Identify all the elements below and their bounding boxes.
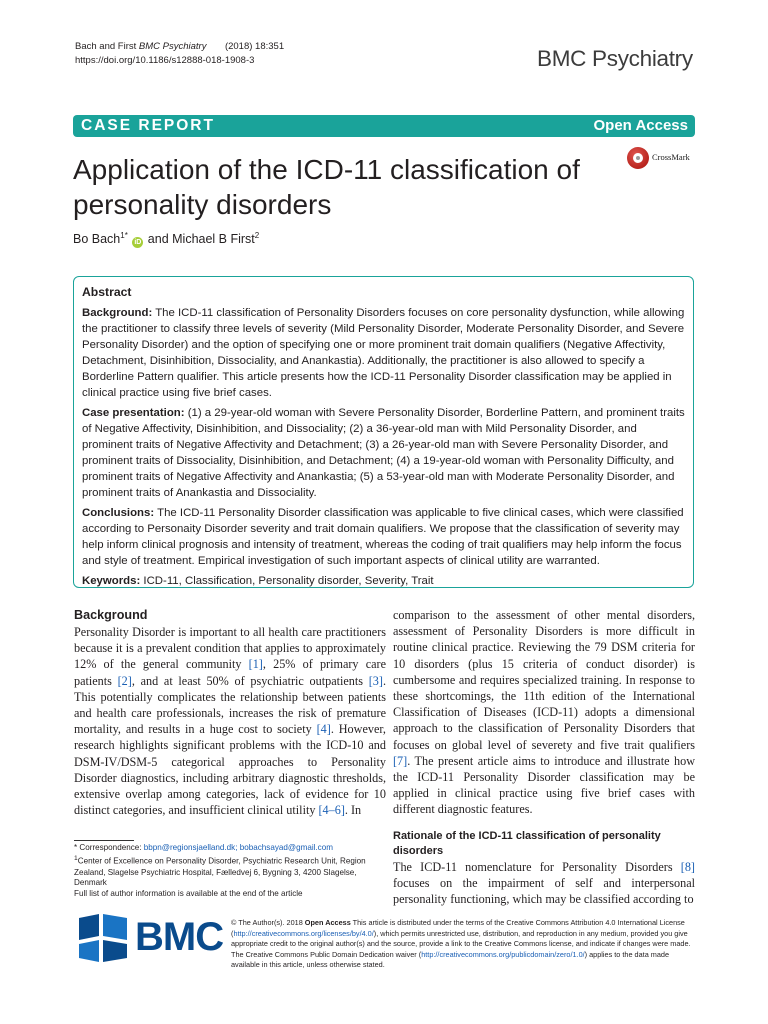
correspondence-label: * Correspondence: <box>74 843 144 852</box>
license-text: ) applies to the data made available in this article, unless otherwise stated. <box>231 949 670 970</box>
body-text: . However, research highlights significant problems with the ICD-10 and DSM-IV/DSM-5 categorical approaches to Personality Disorder diagnostics, including arbitrary diagnostic thresholds, extensive overlap among categories, lack of evidence for 10 distinct categories, and insufficient clinical utility <box>74 722 386 818</box>
abstract-background-text: The ICD-11 classification of Personality Disorders focuses on core personality dysfunction, while allowing the practitioner to classify three levels of severity (Mild Personality Disorder, Moderate Personality Disorder, and Severe Personality Disorder) and the option of specifying one or more prominent trait domain qualifiers (Negative Affectivity, Detachment, Disinhibition, Dissociality, and Anankastia). Additionally, the practitioner is also allowed to specify a Borderline Pattern qualifier. This article presents how the ICD-11 Personality Disorder classification may be applied in clinical practice using five brief cases. <box>82 307 685 399</box>
abstract-conclusions <box>82 505 686 569</box>
abstract-background-label: Background: <box>82 307 153 319</box>
background-paragraph-continued <box>393 607 695 818</box>
rationale-paragraph <box>393 859 695 908</box>
body-left-column <box>74 607 386 818</box>
correspondence-emails[interactable]: bbpn@regionsjaelland.dk; bobachsayad@gmail.com <box>143 843 333 852</box>
body-text: , and at least 50% of psychiatric outpatients <box>131 673 369 688</box>
author-first-affiliation: 1* <box>120 231 128 240</box>
journal-brand: BMC Psychiatry <box>537 46 693 71</box>
crossmark-icon <box>627 147 649 169</box>
license-text: ), which permits unrestricted use, distribution, and reproduction in any medium, provided you give appropriate credit to the original author(s) and the source, provide a link to the Creative Commons license, and indicate if changes were made. The Creative Commons Public Domain Dedication waiver ( <box>231 928 691 959</box>
license-link-cc-by[interactable]: http://creativecommons.org/licenses/by/4.0/ <box>233 928 374 938</box>
body-text: focuses on the impairment of self and interpersonal personality functioning, which may be classified according to <box>393 875 695 907</box>
article-type-label: CASE REPORT <box>81 117 215 134</box>
body-text: The ICD-11 nomenclature for Personality Disorders <box>393 859 681 874</box>
abstract-box <box>73 276 694 588</box>
body-text: Personality Disorder is important to all health care practitioners because it is a prevalent condition that applies to approximately 12% of the general community <box>74 625 386 672</box>
citation-link[interactable]: [8] <box>680 859 695 874</box>
rationale-heading: Rationale of the ICD-11 classification of personality disorders <box>393 829 661 857</box>
footnotes <box>74 843 389 900</box>
author-first[interactable]: Bo Bach <box>73 232 121 247</box>
abstract-conclusions-text: The ICD-11 Personality Disorder classification was applicable to five clinical cases, which were classified according to Personaity Disorder severity and trait domain qualifiers. We propose that the classification of severity may help inform clinical prognosis and intensity of treatment, whereas the coding of trait qualifiers may help inform the focus and style of treatment. Empirical investigation of such important aspects of clinical utility are warranted. <box>82 507 684 567</box>
crossmark-button[interactable] <box>627 147 699 171</box>
author-rest-affiliation: 2 <box>254 231 260 240</box>
license-text: © The Author(s). 2018 <box>231 918 305 927</box>
citation-link[interactable]: [7] <box>393 753 408 768</box>
full-author-info-note: Full list of author information is available at the end of the article <box>74 889 303 899</box>
abstract-keywords-label: Keywords: <box>82 575 141 587</box>
license-open-access: Open Access <box>304 918 351 927</box>
abstract-case-presentation <box>82 405 686 501</box>
citation-doi[interactable]: https://doi.org/10.1186/s12888-018-1908-3 <box>75 55 255 66</box>
license-text: This article is distributed under the terms of the Creative Commons Attribution 4.0 International License ( <box>231 918 685 938</box>
license-statement <box>231 918 697 971</box>
body-text: comparison to the assessment of other mental disorders, assessment of Personality Disorders is more difficult in routine clinical practice. Reviewing the 79 DSM criteria for 10 disorders (plus 15 criteria of conduct disorder) is cumbersome and requires specialized training. In response to these shortcomings, the 11th edition of the International Classification of Diseases (ICD-11) adopts a dimensional approach to the classification of Personality Disorders that focuses on global level of severety and five trait qualifiers <box>393 608 695 752</box>
body-text: . In <box>344 803 362 818</box>
bmc-logo <box>77 912 224 964</box>
citation-authors: Bach and First <box>75 41 137 52</box>
affiliation <box>74 854 389 889</box>
abstract-case-text: (1) a 29-year-old woman with Severe Personality Disorder, Borderline Pattern, and prominent traits of Negative Affectivity, Disinhibition, and Dissociality; (2) a 36-year-old man with Mild Personality Disorder, and prominent traits of Negative Affectivity and Detachment; (3) a 26-year-old man with Severe Personality Disorder, and prominent traits of Dissociality, Disinhibition, and Detachment; (4) a 19-year-old woman with Personality Difficulty, and prominent traits of Negative Affectivity and Anankastia; (5) a 53-year-old man with Moderate Personality Disorder, and prominent traits of Anankastia and Dissociality. <box>82 407 685 499</box>
bmc-logo-text: BMC <box>135 915 224 959</box>
bmc-logo-mark-icon <box>77 912 131 964</box>
orcid-icon[interactable]: iD <box>134 239 142 247</box>
body-text: . This potentially complicates the relationship between patients and health care professionals, increases the risk of premature mortality, and results in a huge cost to society <box>74 673 386 737</box>
citation-link[interactable]: [1] <box>248 657 263 672</box>
citation-year-volume: (2018) 18:351 <box>224 41 285 52</box>
license-link-cc0[interactable]: http://creativecommons.org/publicdomain/zero/1.0/ <box>421 949 585 959</box>
abstract-conclusions-label: Conclusions: <box>82 507 155 519</box>
citation-link[interactable]: [4] <box>316 722 331 737</box>
author-rest[interactable]: and Michael B First <box>147 232 255 247</box>
background-heading: Background <box>74 608 148 622</box>
citation-header <box>75 40 284 68</box>
crossmark-label: CrossMark <box>652 152 690 162</box>
abstract-content <box>82 284 686 593</box>
article-type-banner <box>73 115 695 137</box>
body-text: . The present article aims to introduce and illustrate how the ICD-11 Personality Disorder classification may be applied in clinical practice using five brief cases with different diagnostic features. <box>393 753 695 817</box>
article-title: Application of the ICD-11 classification of personality disorders <box>73 154 580 220</box>
footnote-divider <box>74 840 134 841</box>
citation-link[interactable]: [3] <box>368 673 383 688</box>
abstract-keywords <box>82 573 686 589</box>
citation-link[interactable]: [2] <box>117 673 132 688</box>
citation-journal: BMC Psychiatry <box>138 41 207 52</box>
author-list <box>73 231 259 248</box>
citation-link[interactable]: [4–6] <box>318 803 345 818</box>
abstract-keywords-text: ICD-11, Classification, Personality disorder, Severity, Trait <box>143 575 434 587</box>
abstract-heading: Abstract <box>82 285 132 299</box>
affiliation-text: Center of Excellence on Personality Disorder, Psychiatric Research Unit, Region Zealand, Slagelse Psychiatric Hospital, Fælledvej 6, Bygning 3, 4200 Slagelse, Denmark <box>74 856 366 888</box>
background-paragraph <box>74 624 386 818</box>
correspondence <box>74 843 389 854</box>
affiliation-number: 1 <box>74 854 78 862</box>
abstract-case-label: Case presentation: <box>82 407 185 419</box>
body-text: , 25% of primary care patients <box>74 657 386 688</box>
abstract-background <box>82 305 686 401</box>
open-access-label: Open Access <box>593 117 688 134</box>
body-right-column <box>393 607 695 907</box>
